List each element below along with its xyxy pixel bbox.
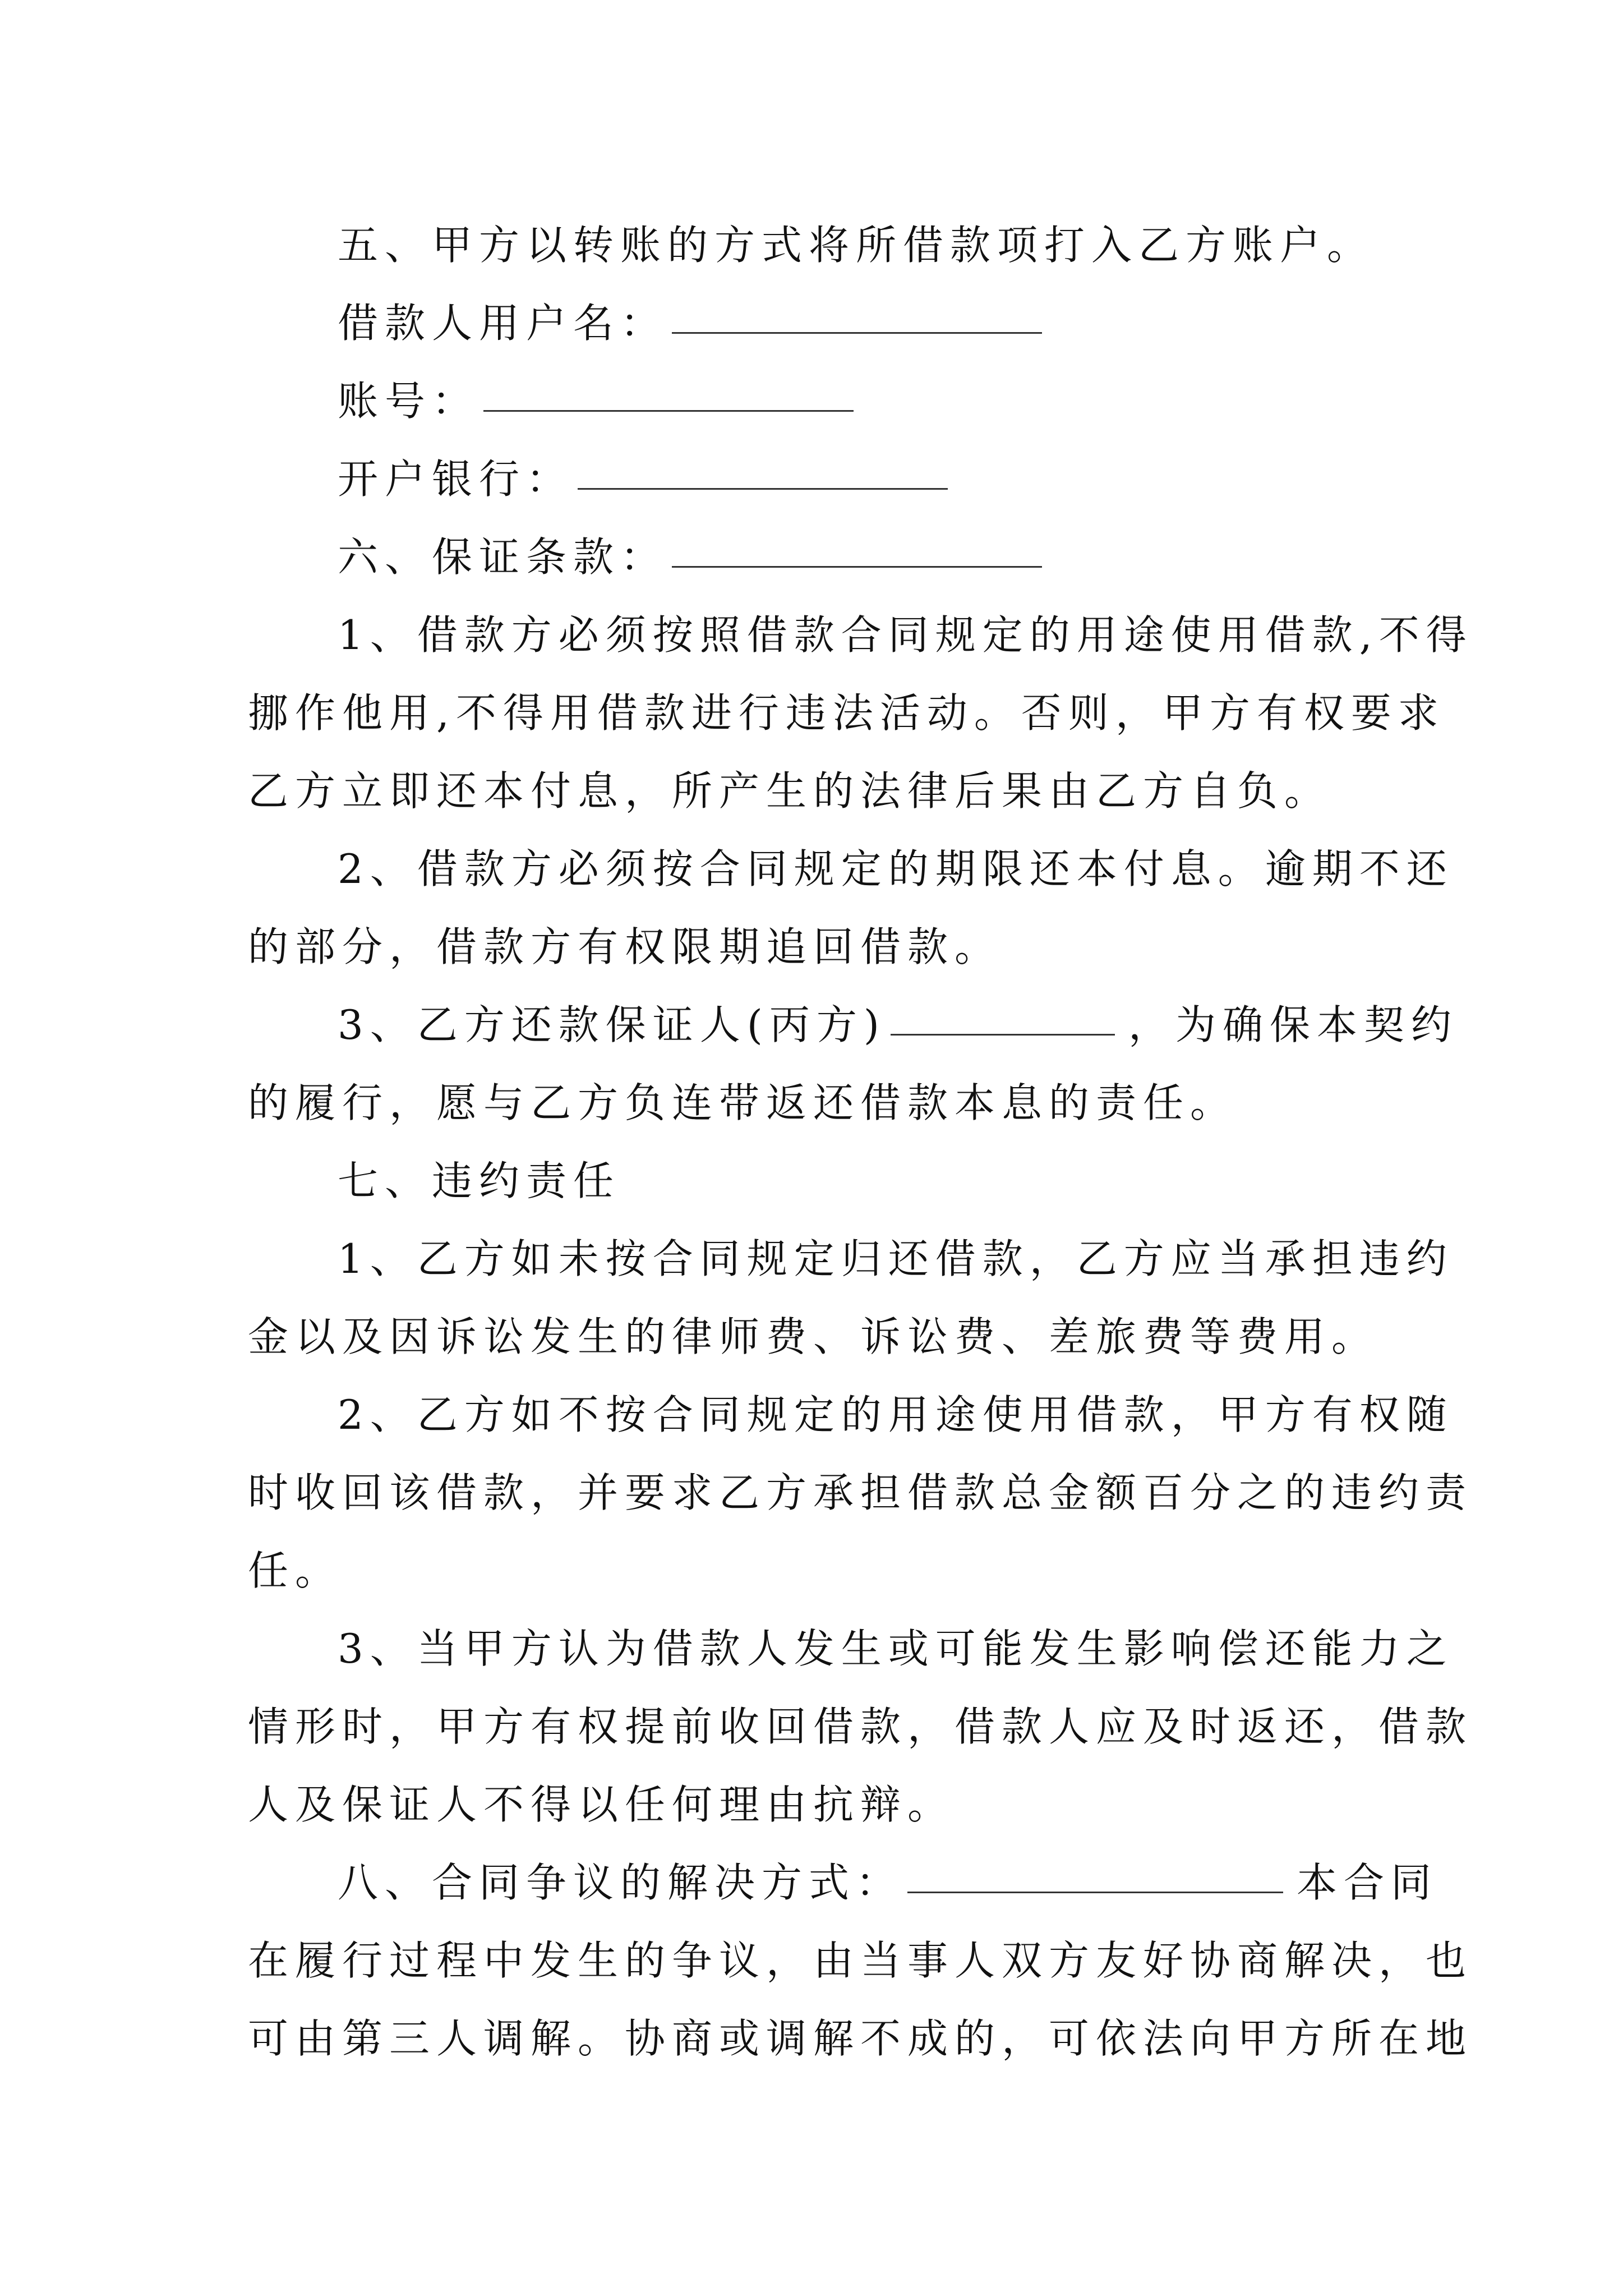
- clause-8-line-1: [248, 1844, 1438, 1922]
- clause-text: 七、违约责任: [338, 1157, 621, 1204]
- field-label: 借款人用户名：: [338, 300, 668, 347]
- guarantee-terms-blank: [672, 566, 1042, 568]
- clause-text: 2、乙方如不按合同规定的用途使用借款，甲方有权随: [338, 1391, 1454, 1438]
- dispute-resolution-blank: [907, 1892, 1283, 1893]
- clause-6-3-line-1: [248, 986, 1459, 1064]
- account-number-line: [248, 362, 1378, 440]
- guarantor-name-blank: [891, 1034, 1115, 1036]
- clause-text: 1、借款方必须按照借款合同规定的用途使用借款,不得: [338, 611, 1473, 659]
- clause-text: 的部分，借款方有权限期追回借款。: [248, 923, 1002, 970]
- document-body: [248, 206, 1473, 2078]
- clause-7-3-line-1: [248, 1610, 1454, 1688]
- clause-text: 五、甲方以转账的方式将所借款项打入乙方账户。: [338, 222, 1375, 269]
- clause-text: 乙方立即还本付息，所产生的法律后果由乙方自负。: [248, 767, 1332, 815]
- borrower-username-line: [248, 284, 1378, 362]
- field-label: 开户银行：: [338, 455, 574, 503]
- clause-text: 任。: [248, 1547, 343, 1594]
- bank-name-blank: [578, 488, 948, 490]
- clause-6-3-line-2: [248, 1064, 1378, 1142]
- clause-text: 挪作他用,不得用借款进行违法活动。否则，甲方有权要求: [248, 689, 1445, 737]
- clause-6-1-line-1: [248, 596, 1473, 674]
- clause-6-2-line-2: [248, 908, 1378, 986]
- clause-8-line-3: [248, 2000, 1473, 2078]
- clause-text: 人及保证人不得以任何理由抗辩。: [248, 1781, 955, 1828]
- clause-text: 可由第三人调解。协商或调解不成的，可依法向甲方所在地: [248, 2015, 1473, 2062]
- clause-6-1-line-3: [248, 752, 1378, 830]
- clause-7-2-line-1: [248, 1376, 1454, 1454]
- clause-6-1-line-2: [248, 674, 1445, 752]
- clause-text: 在履行过程中发生的争议，由当事人双方友好协商解决，也: [248, 1937, 1473, 1984]
- clause-text: 六、保证条款：: [338, 533, 668, 581]
- clause-7-3-line-3: [248, 1766, 1378, 1844]
- clause-text: 本合同: [1297, 1859, 1438, 1906]
- clause-7-heading: [248, 1142, 1378, 1220]
- clause-7-2-line-3: [248, 1532, 1378, 1610]
- clause-6-2-line-1: [248, 830, 1454, 908]
- clause-8-line-2: [248, 1922, 1473, 2000]
- clause-7-3-line-2: [248, 1688, 1473, 1766]
- clause-7-1-line-1: [248, 1220, 1454, 1298]
- clause-text: 1、乙方如未按合同规定归还借款，乙方应当承担违约: [338, 1235, 1454, 1282]
- clause-text: 时收回该借款，并要求乙方承担借款总金额百分之的违约责: [248, 1469, 1473, 1516]
- clause-text: ，为确保本契约: [1128, 1001, 1459, 1048]
- bank-name-line: [248, 440, 1378, 518]
- clause-text: 金以及因诉讼发生的律师费、诉讼费、差旅费等费用。: [248, 1313, 1379, 1360]
- clause-text: 八、合同争议的解决方式：: [338, 1859, 903, 1906]
- clause-text: 3、乙方还款保证人(丙方): [338, 1001, 886, 1048]
- field-label: 账号：: [338, 378, 479, 425]
- clause-5-heading: [248, 206, 1378, 284]
- borrower-username-blank: [672, 332, 1042, 334]
- clause-text: 的履行，愿与乙方负连带返还借款本息的责任。: [248, 1079, 1238, 1126]
- clause-6-heading: [248, 518, 1378, 596]
- clause-7-2-line-2: [248, 1454, 1473, 1532]
- clause-text: 3、当甲方认为借款人发生或可能发生影响偿还能力之: [338, 1625, 1454, 1672]
- clause-text: 情形时，甲方有权提前收回借款，借款人应及时返还，借款: [248, 1703, 1473, 1750]
- clause-7-1-line-2: [248, 1298, 1378, 1376]
- clause-text: 2、借款方必须按合同规定的期限还本付息。逾期不还: [338, 845, 1454, 892]
- account-number-blank: [483, 410, 854, 412]
